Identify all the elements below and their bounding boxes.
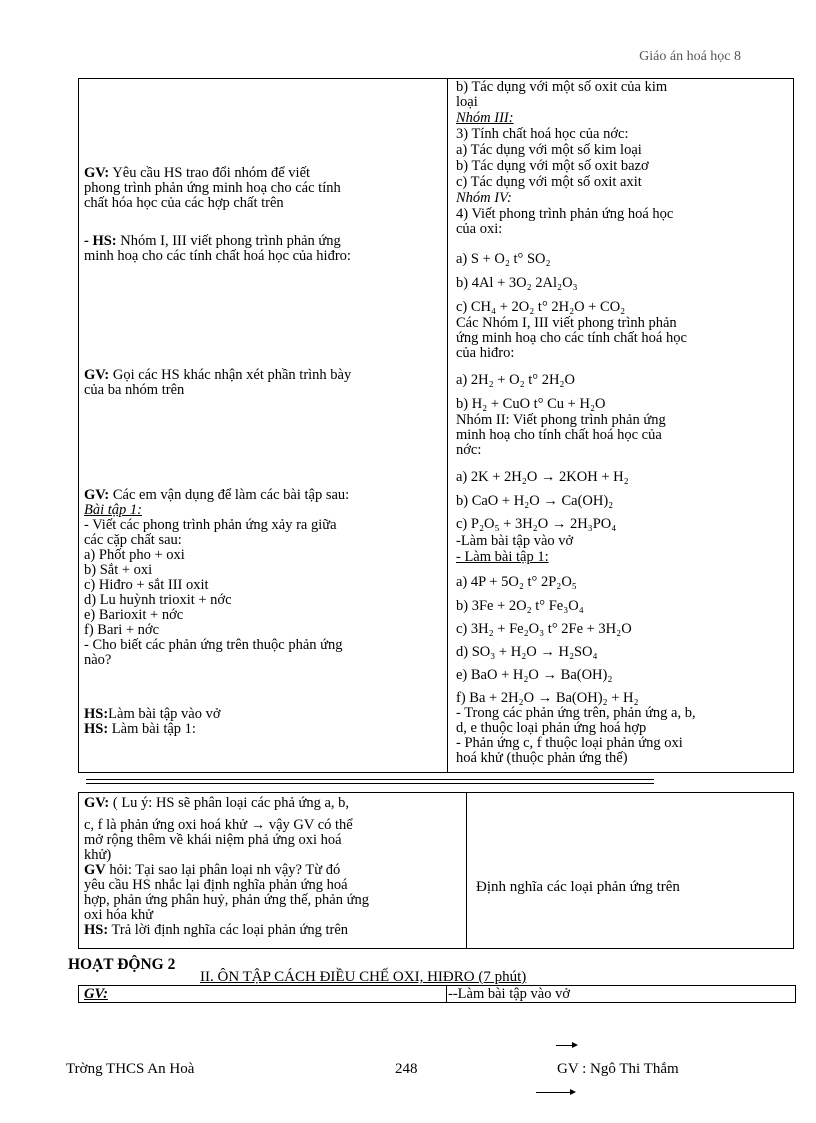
table-2-left-line <box>84 796 349 811</box>
page-header-title: Giáo án hoá học 8 <box>639 49 741 64</box>
table-1-left-line <box>84 593 232 608</box>
table-1-right-line: e) BaO + H₂O → Ba(OH)₂ <box>456 667 613 683</box>
line-text: - Viết các phong trình phản ứng xảy ra giữa <box>84 517 337 533</box>
table-1-left-line <box>84 488 349 503</box>
table-1-right-line: b) 3Fe + 2O₂ t° Fe₃O₄ <box>456 598 584 614</box>
table-1-right-line: loại <box>456 94 478 110</box>
table-1-right-line: a) 2H₂ + O₂ t° 2H₂O <box>456 372 575 388</box>
table-1-right-line: d, e thuộc loại phản ứng hoá hợp <box>456 720 647 736</box>
table-1-right-line: c) 3H₂ + Fe₂O₃ t° 2Fe + 3H₂O <box>456 621 632 637</box>
footer-teacher: GV : Ngô Thi Thắm <box>557 1061 679 1077</box>
table-1-right-line: c) Tác dụng với một số oxit axit <box>456 174 642 190</box>
table-1-right-line: b) Tác dụng với một số oxit bazơ <box>456 158 649 174</box>
activity-title: HOẠT ĐỘNG 2 <box>68 956 176 973</box>
line-text: Bài tập 1: <box>84 502 142 518</box>
line-text: minh hoạ cho các tính chất hoá học của hiđro: <box>84 248 351 264</box>
table-1-right-line: - Làm bài tập 1: <box>456 549 549 565</box>
table-1-right-line: của oxi: <box>456 221 503 237</box>
table-1-left-line <box>84 578 209 593</box>
line-text: f) Bari + nớc <box>84 622 160 638</box>
line-text: khử) <box>84 847 112 863</box>
table-1-left-line <box>84 383 184 398</box>
line-text: Trả lời định nghĩa các loại phản ứng trên <box>108 922 349 938</box>
line-text: yêu cầu HS nhắc lại định nghĩa phản ứng hoá <box>84 877 348 893</box>
table-2-left-line <box>84 893 369 908</box>
footer-school: Trờng THCS An Hoà <box>66 1061 195 1077</box>
table-1-left-line <box>84 181 341 196</box>
table-1-left-line <box>84 196 284 211</box>
line-text: c, f là phản ứng oxi hoá khử → vậy GV có thể <box>84 817 353 833</box>
table-1-right-line: - Trong các phản ứng trên, phản ứng a, b, <box>456 705 696 721</box>
table-1-right-line: hoá khử (thuộc phản ứng thế) <box>456 750 628 766</box>
line-text: Nhóm I, III viết phong trình phản ứng <box>116 233 341 249</box>
line-text: chất hóa học của các hợp chất trên <box>84 195 284 211</box>
table-1-right-line: ứng minh hoạ cho các tính chất hoá học <box>456 330 687 346</box>
table-1-right-line: b) H₂ + CuO t° Cu + H₂O <box>456 396 606 412</box>
table-1-left-line <box>84 249 351 264</box>
speaker-label: HS: <box>84 721 109 737</box>
line-text: Các em vận dụng để làm các bài tập sau: <box>109 487 350 503</box>
table-1-right-line: c) P₂O₅ + 3H₂O → 2H₃PO₄ <box>456 516 617 532</box>
table-1-right-line: 4) Viết phong trình phản ứng hoá học <box>456 206 674 222</box>
line-text: - Cho biết các phản ứng trên thuộc phản ứng <box>84 637 343 653</box>
table-1-right-line: a) 4P + 5O₂ t° 2P₂O₅ <box>456 574 577 590</box>
line-text: ( Lu ý: HS sẽ phân loại các phả ứng a, b, <box>109 795 350 811</box>
line-text: b) Sắt + oxi <box>84 562 153 578</box>
line-text: Yêu cầu HS trao đổi nhóm để viết <box>109 165 311 181</box>
table-1-right-line: Nhóm II: Viết phong trình phản ứng <box>456 412 666 428</box>
speaker-label: GV <box>84 862 106 878</box>
speaker-label: HS: <box>84 706 109 722</box>
activity-right-cell: --Làm bài tập vào vở <box>448 986 571 1002</box>
table-1-right-line: f) Ba + 2H₂O → Ba(OH)₂ + H₂ <box>456 690 639 706</box>
speaker-label: GV: <box>84 795 110 811</box>
line-text: c) Hiđro + sắt III oxit <box>84 577 209 593</box>
table-1-right-line: 3) Tính chất hoá học của nớc: <box>456 126 629 142</box>
footer-page-number: 248 <box>395 1061 418 1077</box>
table-1-left-line <box>84 503 142 518</box>
line-text: mở rộng thêm về khái niệm phả ứng oxi hoá <box>84 832 342 848</box>
line-text: e) Barioxit + nớc <box>84 607 184 623</box>
line-text: Làm bài tập 1: <box>108 721 196 737</box>
table-2-left-line <box>84 833 342 848</box>
table-2-left-line <box>84 878 348 893</box>
table-2-left-line <box>84 848 111 863</box>
table-1-right-line: Các Nhóm I, III viết phong trình phản <box>456 315 677 331</box>
line-text: Làm bài tập vào vở <box>108 706 221 722</box>
separator-line <box>86 779 654 780</box>
line-text: của ba nhóm trên <box>84 382 185 398</box>
table-1-right-line: - Phản ứng c, f thuộc loại phản ứng oxi <box>456 735 683 751</box>
table-1-right-line: b) 4Al + 3O₂ 2Al₂O₃ <box>456 275 578 291</box>
table-1-right-line: Nhóm III: <box>456 110 514 126</box>
table-1-left-line <box>84 638 343 653</box>
table-1-left-line <box>84 608 183 623</box>
table-2-left-line <box>84 923 348 938</box>
table-1-left-line <box>84 368 351 383</box>
table-1-right-line: b) CaO + H₂O → Ca(OH)₂ <box>456 493 614 509</box>
line-text: Gọi các HS khác nhận xét phần trình bày <box>109 367 352 383</box>
table-1-left-line <box>84 234 341 249</box>
speaker-label: - HS: <box>84 233 117 249</box>
table-1-left-line <box>84 707 221 722</box>
table-1-right-line: Nhóm IV: <box>456 190 512 206</box>
table-1-left-line <box>84 548 185 563</box>
table-2-right-cell: Định nghĩa các loại phản ứng trên <box>476 879 680 895</box>
table-2-left-line <box>84 908 153 923</box>
line-text: hỏi: Tại sao lại phân loại nh vậy? Từ đó <box>105 862 341 878</box>
table-1-right-line: a) 2K + 2H₂O → 2KOH + H₂ <box>456 469 629 485</box>
line-text: các cặp chất sau: <box>84 532 182 548</box>
table-1-left-line <box>84 166 310 181</box>
speaker-label: HS: <box>84 922 109 938</box>
table-1-right-line: c) CH₄ + 2O₂ t° 2H₂O + CO₂ <box>456 299 626 315</box>
table-1-right-line: của hiđro: <box>456 345 515 361</box>
table-2-left-line <box>84 818 353 833</box>
table-1-left-line <box>84 653 111 668</box>
speaker-label: GV: <box>84 165 110 181</box>
table-1-left-line <box>84 533 182 548</box>
activity-subtitle: II. ÔN TẬP CÁCH ĐIỀU CHẾ OXI, HIĐRO (7 phút) <box>200 969 527 985</box>
activity-left-cell: GV: <box>84 986 108 1002</box>
table-1-right-line: b) Tác dụng với một số oxit của kim <box>456 79 668 95</box>
line-text: hợp, phản ứng phân huỷ, phản ứng thế, phản ứng <box>84 892 369 908</box>
table-1-divider <box>447 78 448 772</box>
table-1-right-line: d) SO₃ + H₂O → H₂SO₄ <box>456 644 598 660</box>
arrow-icon <box>536 1092 574 1093</box>
line-text: d) Lu huỳnh trioxit + nớc <box>84 592 232 608</box>
table-1-left-line <box>84 722 196 737</box>
table-1-right-line: a) Tác dụng với một số kim loại <box>456 142 642 158</box>
table-1-right-line: nớc: <box>456 442 482 458</box>
table-1-right-line: -Làm bài tập vào vở <box>456 533 574 549</box>
arrow-icon <box>556 1045 576 1046</box>
speaker-label: GV: <box>84 487 110 503</box>
table-1-left-line <box>84 623 159 638</box>
activity-table-divider <box>446 985 447 1002</box>
table-1-right-line: minh hoạ cho tính chất hoá học của <box>456 427 662 443</box>
table-2-divider <box>466 792 467 948</box>
table-1-right-line: a) S + O₂ t° SO₂ <box>456 251 551 267</box>
speaker-label: GV: <box>84 367 110 383</box>
table-2-left-line <box>84 863 340 878</box>
separator-line <box>86 783 654 784</box>
activity-table <box>78 985 796 1003</box>
line-text: oxi hóa khử <box>84 907 154 923</box>
table-1-left-line <box>84 563 152 578</box>
line-text: a) Phốt pho + oxi <box>84 547 185 563</box>
line-text: nào? <box>84 652 112 668</box>
table-1-left-line <box>84 518 337 533</box>
line-text: phong trình phản ứng minh hoạ cho các tính <box>84 180 341 196</box>
